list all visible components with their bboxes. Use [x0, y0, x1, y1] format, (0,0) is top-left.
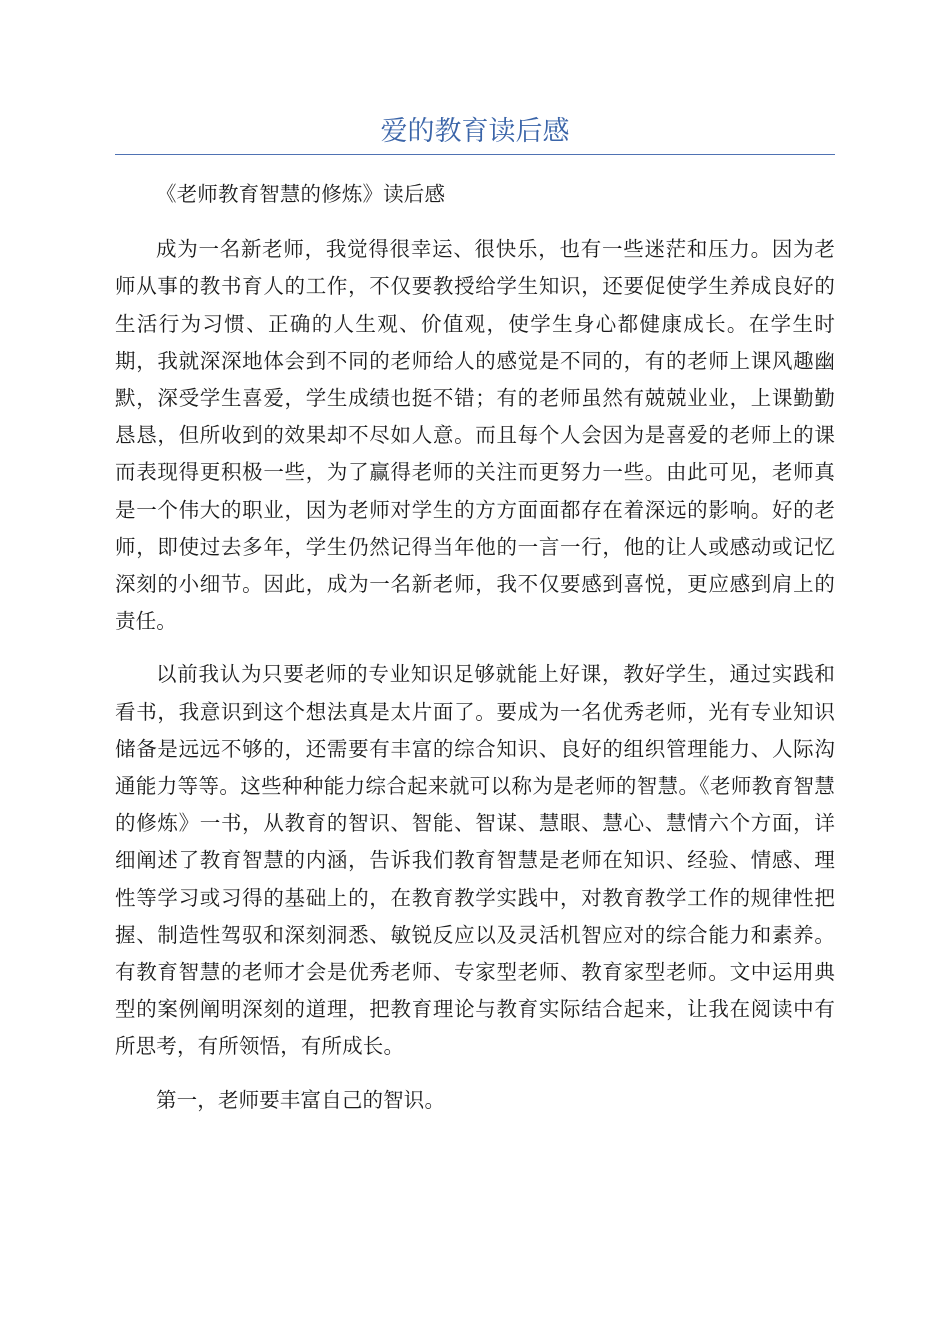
- body-paragraph-2: 以前我认为只要老师的专业知识足够就能上好课，教好学生，通过实践和看书，我意识到这个想法真是太片面了。要成为一名优秀老师，光有专业知识储备是远远不够的，还需要有丰富的综合知识、良好的组织管理能力、人际沟通能力等等。这些种种能力综合起来就可以称为是老师的智慧。《老师教育智慧的修炼》一书，从教育的智识、智能、智谋、慧眼、慧心、慧情六个方面，详细阐述了教育智慧的内涵，告诉我们教育智慧是老师在知识、经验、情感、理性等学习或习得的基础上的，在教育教学实践中，对教育教学工作的规律性把握、制造性驾驭和深刻洞悉、敏锐反应以及灵活机智应对的综合能力和素养。有教育智慧的老师才会是优秀老师、专家型老师、教育家型老师。文中运用典型的案例阐明深刻的道理，把教育理论与教育实际结合起来，让我在阅读中有所思考，有所领悟，有所成长。: [115, 662, 835, 1059]
- document-title: 爱的教育读后感: [380, 116, 570, 147]
- book-title-paragraph: 《老师教育智慧的修炼》读后感: [156, 182, 446, 206]
- title-underline: [115, 154, 835, 155]
- body-paragraph-1: 成为一名新老师，我觉得很幸运、很快乐，也有一些迷茫和压力。因为老师从事的教书育人的工作，不仅要教授给学生知识，还要促使学生养成良好的生活行为习惯、正确的人生观、价值观，使学生身心都健康成长。在学生时期，我就深深地体会到不同的老师给人的感觉是不同的，有的老师上课风趣幽默，深受学生喜爱，学生成绩也挺不错；有的老师虽然有兢兢业业，上课勤勤恳恳，但所收到的效果却不尽如人意。而且每个人会因为是喜爱的老师上的课而表现得更积极一些，为了赢得老师的关注而更努力一些。由此可见，老师真是一个伟大的职业，因为老师对学生的方方面面都存在着深远的影响。好的老师，即使过去多年，学生仍然记得当年他的一言一行，他的让人或感动或记忆深刻的小细节。因此，成为一名新老师，我不仅要感到喜悦，更应感到肩上的责任。: [115, 237, 835, 634]
- document-body: [115, 176, 835, 1135]
- body-paragraph-3: 第一，老师要丰富自己的智识。: [156, 1087, 446, 1112]
